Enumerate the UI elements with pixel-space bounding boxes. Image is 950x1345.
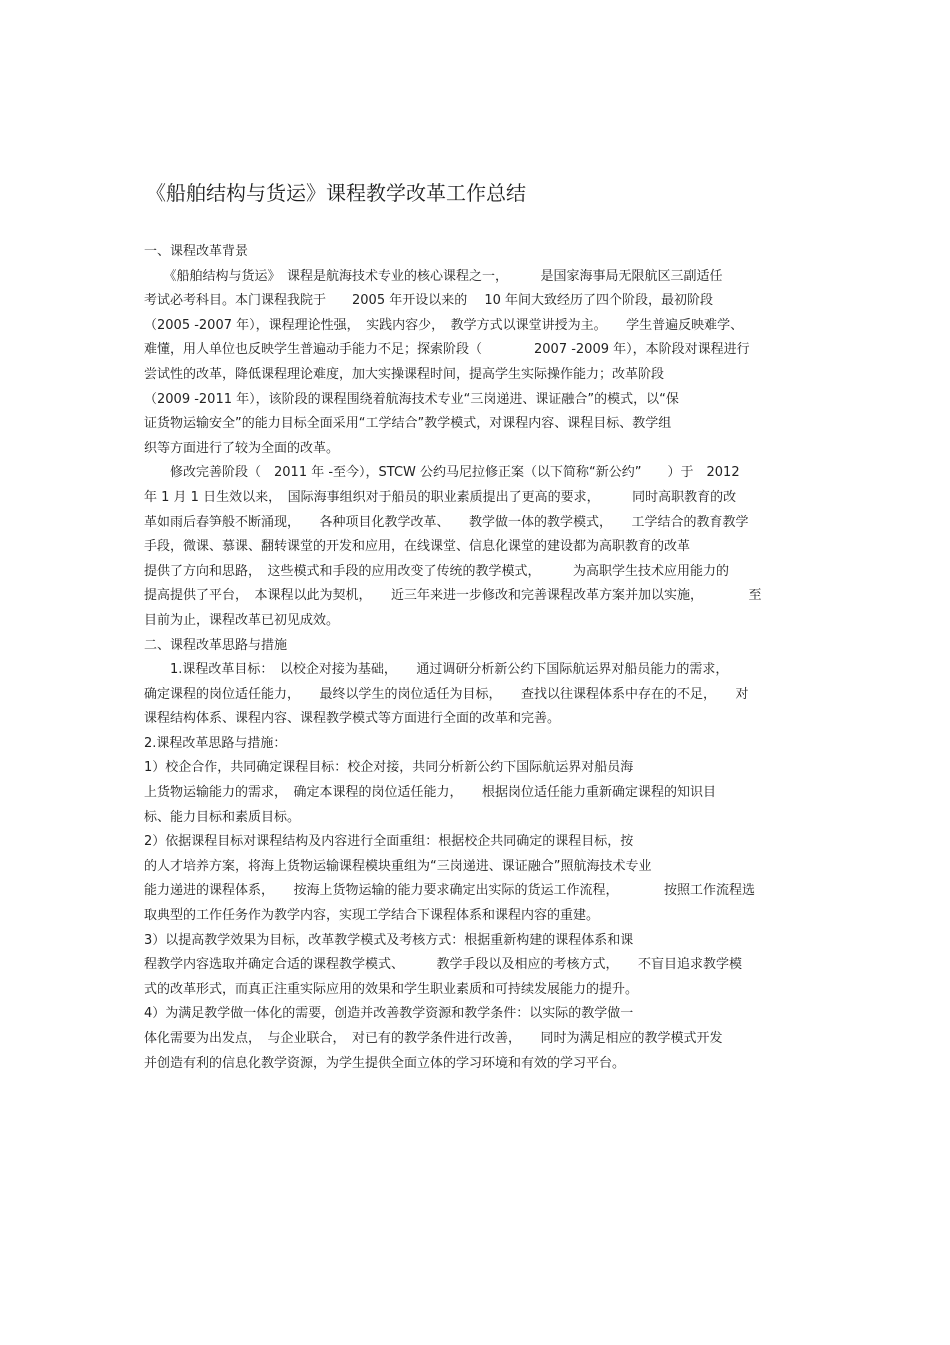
text-line: 并创造有利的信息化教学资源，为学生提供全面立体的学习环境和有效的学习平台。	[144, 1055, 626, 1071]
text-line: 难懂，用人单位也反映学生普遍动手能力不足；探索阶段（ 2007 -2009 年），本阶段对课程进行	[144, 342, 750, 358]
text-line: 2.课程改革思路与措施：	[144, 735, 287, 751]
text-line: 式的改革形式，而真正注重实际应用的效果和学生职业素质和可持续发展能力的提升。	[144, 981, 639, 997]
text-line: 上货物运输能力的需求， 确定本课程的岗位适任能力， 根据岗位适任能力重新确定课程的知识目	[144, 785, 717, 801]
text-line: 1.课程改革目标： 以校企对接为基础， 通过调研分析新公约下国际航运界对船员能力的需求，	[144, 662, 729, 678]
document-body	[144, 240, 808, 1076]
text-line: 的人才培养方案，将海上货物运输课程模块重组为“三岗递进、课证融合”照航海技术专业	[144, 858, 652, 874]
document-title: 《船舶结构与货运》课程教学改革工作总结	[146, 181, 526, 205]
text-line: 取典型的工作任务作为教学内容，实现工学结合下课程体系和课程内容的重建。	[144, 908, 600, 924]
text-line: 确定课程的岗位适任能力， 最终以学生的岗位适任为目标， 查找以往课程体系中存在的不足， 对	[144, 686, 749, 702]
text-line: 体化需要为出发点， 与企业联合， 对已有的教学条件进行改善， 同时为满足相应的教学模式开发	[144, 1031, 723, 1046]
text-line: 2）依据课程目标对课程结构及内容进行全面重组：根据校企共同确定的课程目标，按	[144, 834, 634, 850]
text-line: 二、课程改革思路与措施	[144, 637, 288, 653]
text-line: （2005 -2007 年），课程理论性强， 实践内容少， 教学方式以课堂讲授为主。 学生普遍反映难学、	[144, 317, 744, 333]
text-line: 课程结构体系、课程内容、课程教学模式等方面进行全面的改革和完善。	[144, 711, 561, 727]
text-line: 革如雨后春笋般不断涌现， 各种项目化教学改革、 教学做一体的教学模式， 工学结合的教育教学	[144, 514, 749, 530]
text-line: 一、课程改革背景	[144, 244, 249, 259]
text-line: 4）为满足教学做一体化的需要，创造并改善教学资源和教学条件：以实际的教学做一	[144, 1006, 634, 1022]
text-line: 尝试性的改革，降低课程理论难度，加大实操课程时间，提高学生实际操作能力；改革阶段	[144, 366, 665, 382]
text-line: （2009 -2011 年），该阶段的课程围绕着航海技术专业“三岗递进、课证融合”的模式，以“保	[144, 391, 679, 407]
text-line: 考试必考科目。本门课程我院于 2005 年开设以来的 10 年间大致经历了四个阶段，最初阶段	[144, 293, 714, 309]
text-line: 修改完善阶段（ 2011 年 -至今），STCW 公约马尼拉修正案（以下简称“新公约” ）于 2012	[144, 465, 740, 481]
text-line: 手段，微课、慕课、翻转课堂的开发和应用，在线课堂、信息化课堂的建设都为高职教育的改革	[144, 539, 691, 555]
text-line: 标、能力目标和素质目标。	[144, 809, 301, 825]
text-line: 能力递进的课程体系， 按海上货物运输的能力要求确定出实际的货运工作流程， 按照工作流程选	[144, 883, 756, 899]
text-line: 提供了方向和思路， 这些模式和手段的应用改变了传统的教学模式， 为高职学生技术应用能力的	[144, 563, 730, 579]
text-line: 1）校企合作，共同确定课程目标：校企对接，共同分析新公约下国际航运界对船员海	[144, 760, 634, 776]
text-line: 织等方面进行了较为全面的改革。	[144, 440, 340, 456]
text-line: 《船舶结构与货运》 课程是航海技术专业的核心课程之一， 是国家海事局无限航区三副适任	[144, 268, 723, 284]
text-line: 证货物运输安全”的能力目标全面采用“工学结合”教学模式，对课程内容、课程目标、教学组	[144, 416, 672, 432]
text-line: 程教学内容选取并确定合适的课程教学模式、 教学手段以及相应的考核方式， 不盲目追求教学模	[144, 957, 743, 973]
text-line: 提高提供了平台， 本课程以此为契机， 近三年来进一步修改和完善课程改革方案并加以实施， 至	[144, 588, 762, 604]
text-line: 目前为止，课程改革已初见成效。	[144, 612, 340, 628]
text-line: 年 1 月 1 日生效以来， 国际海事组织对于船员的职业素质提出了更高的要求， 同时高职教育的改	[144, 489, 737, 505]
text-line: 3）以提高教学效果为目标，改革教学模式及考核方式：根据重新构建的课程体系和课	[144, 932, 634, 948]
